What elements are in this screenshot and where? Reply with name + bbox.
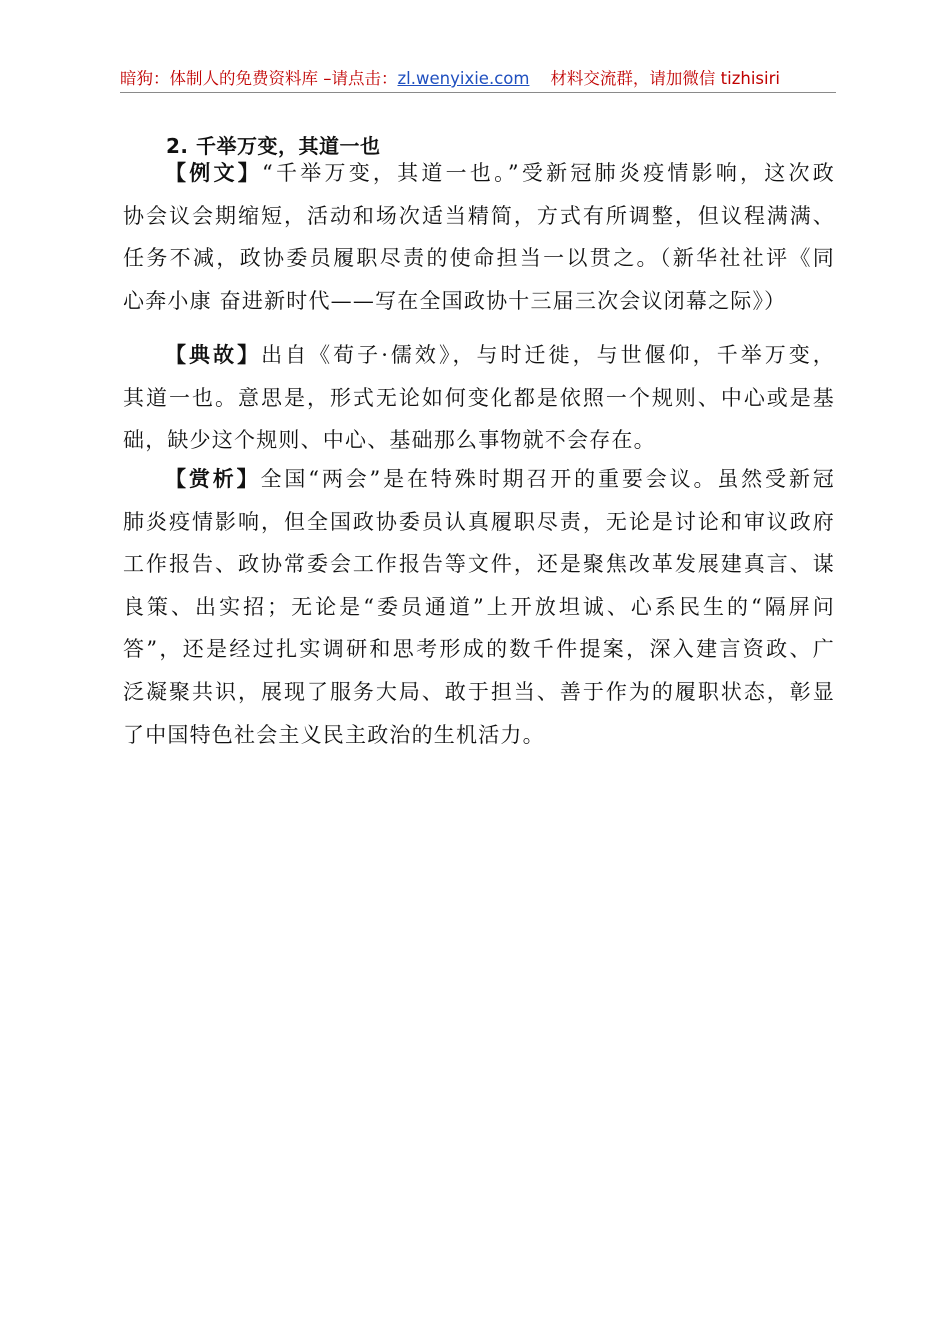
example-line: 任务不减，政协委员履职尽责的使命担当一以贯之。（新华社社评《同 [123, 246, 835, 271]
example-line: 协会议会期缩短，活动和场次适当精简，方式有所调整，但议程满满、 [123, 203, 835, 228]
allusion-line: 【典故】出自《荀子·儒效》，与时迁徙，与世偃仰，千举万变， [165, 342, 835, 367]
header-brand: 暗狗：体制人的免费资料库 [120, 69, 318, 88]
appreciation-line: 良策、出实招；无论是“委员通道”上开放坦诚、心系民生的“隔屏问 [123, 594, 835, 619]
appreciation-line: 【赏析】全国“两会”是在特殊时期召开的重要会议。虽然受新冠 [165, 466, 835, 491]
allusion-line: 础，缺少这个规则、中心、基础那么事物就不会存在。 [123, 428, 656, 453]
appreciation-line: 了中国特色社会主义民主政治的生机活力。 [123, 722, 545, 747]
allusion-line: 其道一也。意思是，形式无论如何变化都是依照一个规则、中心或是基 [123, 385, 835, 410]
appreciation-line: 工作报告、政协常委会工作报告等文件，还是聚焦改革发展建真言、谋 [123, 552, 835, 577]
header-link[interactable]: zl.wenyixie.com [397, 69, 530, 88]
appreciation-line: 答”，还是经过扎实调研和思考形成的数千件提案，深入建言资政、广 [123, 637, 835, 662]
example-paragraph [123, 152, 835, 322]
example-line: 心奔小康 奋进新时代——写在全国政协十三届三次会议闭幕之际》） [123, 288, 787, 313]
appreciation-paragraph [123, 458, 835, 756]
example-tag: 【例文】 [165, 160, 262, 185]
example-line: 【例文】“千举万变，其道一也。”受新冠肺炎疫情影响，这次政 [165, 160, 835, 185]
page-header [120, 66, 836, 93]
allusion-paragraph [123, 334, 835, 462]
appreciation-tag: 【赏析】 [165, 466, 261, 491]
appreciation-line: 肺炎疫情影响，但全国政协委员认真履职尽责，无论是讨论和审议政府 [123, 509, 835, 534]
header-prompt: –请点击： [318, 69, 398, 88]
appreciation-line: 泛凝聚共识，展现了服务大局、敢于担当、善于作为的履职状态，彰显 [123, 679, 835, 704]
header-contact: 材料交流群，请加微信 tizhisiri [550, 69, 780, 88]
allusion-tag: 【典故】 [165, 342, 262, 367]
section-heading: 2. 千举万变，其道一也 [166, 134, 381, 158]
